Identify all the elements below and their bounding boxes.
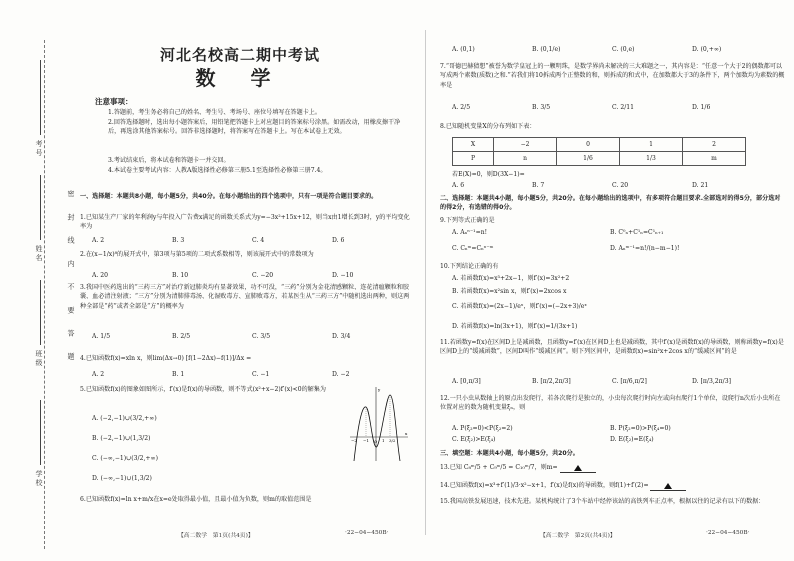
option-d[interactable]: D. (−∞,−1)∪(1,3/2) xyxy=(92,475,152,482)
option-d[interactable]: D. −2 xyxy=(332,371,350,378)
footer-code-2: ·22−04−450B· xyxy=(706,530,750,536)
option-b[interactable]: B. 3 xyxy=(172,237,185,244)
question-4-stem: 4.已知函数f(x)=xln x，则lim(Δx→0) [f(1−2Δx)−f(1)]/Δx = xyxy=(80,355,252,362)
option-c[interactable]: C. 4 xyxy=(252,237,265,244)
binding-margin xyxy=(0,0,75,561)
option-a[interactable]: A. 2 xyxy=(92,237,105,244)
option-b[interactable]: B. (0,1/e) xyxy=(532,46,561,53)
option-b[interactable]: B. 2/5 xyxy=(172,333,191,340)
section2-heading: 二、选择题：本题共4小题，每小题5分，共20分。在每小题给出的选项中，有多项符合题目要求.全部选对的得5分，部分选对的得2分，有选错的得0分。 xyxy=(440,195,781,212)
graph-label-neg1: −1 xyxy=(363,438,369,443)
option-c[interactable]: C. −1 xyxy=(252,371,270,378)
notice-heading: 注意事项： xyxy=(95,97,133,106)
question-6-stem: 6.已知函数f(x)=ln x+m/x在x=e处取得最小值，且最小值为负数，则m的取值范围是 xyxy=(80,496,312,503)
graph-label-o: O xyxy=(374,439,378,444)
school-label: 学校 xyxy=(35,470,43,488)
option-b[interactable]: B. C⁰ₙ+C¹ₙ=C¹ₙ₊₁ xyxy=(610,229,664,236)
option-d[interactable]: D. 1/6 xyxy=(692,104,711,111)
graph-label-neg2: −2 xyxy=(351,438,357,443)
exam-no-label: 考号 xyxy=(35,140,43,158)
question-14-text: 14.已知函数f(x)=x³+f′(1)/3·x²−x+1，f′(x)是f(x)的导函数，则f(1)+f′(2)= xyxy=(440,482,649,489)
table-cell: 1/3 xyxy=(620,152,683,166)
question-7-stem: 7.“哥德巴赫猜想”被誉为数学皇冠上的一颗明珠，是数学界尚未解决的三大难题之一，其内容是：“任意一个大于2的偶数都可以写成两个素数(质数)之和.”若我们将10拆成两个正整数的和，则拆成的和式中，在加数都大于3的条件下，两个加数均为素数的概率是 xyxy=(440,63,785,89)
option-a[interactable]: A. (−2,−1)∪(3/2,+∞) xyxy=(92,415,157,422)
column-divider xyxy=(425,30,426,535)
answer-blank[interactable] xyxy=(560,463,596,473)
option-a[interactable]: A. 6 xyxy=(452,182,465,189)
option-d[interactable]: D. −10 xyxy=(332,272,354,279)
option-b[interactable]: B. 7 xyxy=(532,182,545,189)
function-graph xyxy=(348,385,410,463)
question-8-tail: 若E(X)=0，则D(3X−1)= xyxy=(452,171,525,178)
section3-heading: 三、填空题：本题共4小题，每小题5分，共20分。 xyxy=(440,450,579,457)
table-cell: −2 xyxy=(494,138,557,152)
option-a[interactable]: A. 2 xyxy=(92,371,105,378)
footer-page-2: 【高二数学 第2页(共4页)】 xyxy=(540,533,616,539)
curve xyxy=(354,395,400,461)
option-d[interactable]: D. 21 xyxy=(692,182,709,189)
question-3-stem: 3.我国中医药选出的“三药三方”对治疗新冠肺炎均有显著效果，功不可没，“三药”分别为金花清感颗粒、连花清瘟颗粒和胶囊、血必清注射液；“三方”分别为清肺排毒汤、化湿败毒方、宣肺败毒方，若某医生从“三药三方”中随机选出两种，则这两种全部是“药”或者全部是“方”的概率为 xyxy=(80,284,410,310)
table-cell: 1 xyxy=(620,138,683,152)
notice-item: 1.答题前，考生务必将自己的姓名、考生号、考场号、座位号填写在答题卡上。 xyxy=(108,109,322,116)
option-d[interactable]: D. 若函数f(x)=ln(3x+1)，则f′(x)=1/(3x+1) xyxy=(452,323,578,330)
question-2-stem: 2.在(x−1/x)⁸的展开式中，第3项与第5项的二项式系数相等，则该展开式中的常数项为 xyxy=(80,251,314,258)
footer-page-1: 【高二数学 第1页(共4页)】 xyxy=(178,533,254,539)
answer-blank[interactable] xyxy=(650,481,686,491)
grade-field[interactable] xyxy=(40,280,41,345)
table-cell: 1/6 xyxy=(557,152,620,166)
question-13-text: 13.已知 C₈ᵐ/5 + C₉ᵐ/5 = C₁₀ᵐ/7，则m= xyxy=(440,464,558,471)
option-a[interactable]: A. 若函数f(x)=x³+2x−1，则f′(x)=3x²+2 xyxy=(452,275,570,282)
grade-label: 班级 xyxy=(35,350,43,368)
option-d[interactable]: D. 6 xyxy=(332,237,345,244)
table-cell: m xyxy=(683,152,746,166)
option-b[interactable]: B. (−2,−1)∪(1,3/2) xyxy=(92,435,151,442)
option-d[interactable]: D. 3/4 xyxy=(332,333,351,340)
table-cell: X xyxy=(453,138,494,152)
distribution-table xyxy=(452,137,746,166)
seal-line xyxy=(44,40,45,549)
question-9-stem: 9.下列等式正确的是 xyxy=(440,217,495,224)
table-cell: 0 xyxy=(557,138,620,152)
question-14 xyxy=(440,481,686,491)
question-8-stem: 8.已知随机变量X的分布列如下表： xyxy=(440,123,536,130)
table-cell: 2 xyxy=(683,138,746,152)
option-c[interactable]: C. −20 xyxy=(252,272,274,279)
option-b[interactable]: B. 10 xyxy=(172,272,189,279)
question-2-options xyxy=(92,272,412,279)
option-a[interactable]: A. Aₙⁿ⁻¹=n! xyxy=(452,229,488,236)
exam-title: 河北名校高二期中考试 xyxy=(159,46,320,64)
question-5-stem: 5.已知函数f(x)的图象如图所示，f′(x)是f(x)的导函数，则不等式(x²+x−2)f′(x)<0的解集为 xyxy=(80,386,326,393)
option-c[interactable]: C. 3/5 xyxy=(252,333,271,340)
option-c[interactable]: C. (−∞,−1)∪(3/2,+∞) xyxy=(92,455,158,462)
table-cell: P xyxy=(453,152,494,166)
graph-label-1: 1 xyxy=(382,438,385,443)
notice-item: 3.考试结束后，将本试卷和答题卡一并交回。 xyxy=(108,157,230,164)
notice-item: 2.回答选择题时，选出每小题答案后，用铅笔把答题卡上对应题目的答案标号涂黑。如需改动，用橡皮擦干净后，再选涂其他答案标号。回答非选择题时，将答案写在答题卡上。写在本试卷上无效。 xyxy=(108,119,401,136)
graph-label-x: x xyxy=(405,431,408,436)
question-12-stem: 12.一只小虫从数轴上的原点出发爬行，若各次爬行是独立的，小虫每次爬行时向左或向右爬行1个单位，设爬行n次后小虫所在位置对应的数为随机变量ξₙ，则 xyxy=(440,395,781,412)
option-c[interactable]: C. 2/11 xyxy=(612,104,635,111)
blank-triangle-icon xyxy=(574,465,582,471)
option-c[interactable]: C. 20 xyxy=(612,182,629,189)
option-b[interactable]: B. 1 xyxy=(172,371,185,378)
option-d[interactable]: D. E(ξ₂)=E(ξ₄) xyxy=(610,436,654,443)
option-d[interactable]: D. (0,+∞) xyxy=(692,46,722,53)
seal-text: 密 封 线 内 不 要 答 题 xyxy=(67,190,75,367)
option-b[interactable]: B. 3/5 xyxy=(532,104,551,111)
graph-label-3-2: 3/2 xyxy=(389,438,396,443)
question-8-options xyxy=(452,182,772,189)
option-b[interactable]: B. 若函数f(x)=x²sin x，则f′(x)=2xcos x xyxy=(452,288,567,295)
option-a[interactable]: A. 1/5 xyxy=(92,333,111,340)
table-row xyxy=(453,138,746,152)
school-field[interactable] xyxy=(40,400,41,465)
option-a[interactable]: A. 20 xyxy=(92,272,109,279)
option-a[interactable]: A. 2/5 xyxy=(452,104,471,111)
name-field[interactable] xyxy=(40,175,41,240)
question-1-options xyxy=(92,237,412,244)
name-label: 姓名 xyxy=(35,245,43,263)
blank-triangle-icon xyxy=(664,483,672,489)
option-b[interactable]: B. [π/2,2π/3] xyxy=(532,378,571,385)
question-15-stem: 15.我国高铁发展迅速，技术先进。某机构统计了3个车站中经停该站的高铁列车正点率，根据以往的记录有以下的数据： xyxy=(440,498,765,505)
option-b[interactable]: B. P(ξ₂=0)>P(ξ₄=0) xyxy=(610,425,671,432)
question-1-stem: 1.已知某生产厂家的年利润y与年投入广告费x满足的函数关系式为y=−3x²+15x+12，则当x由1增长到3时，y的平均变化率为 xyxy=(80,214,410,231)
question-3-options xyxy=(92,333,412,340)
option-c[interactable]: C. E(ξ₂)>E(ξ₄) xyxy=(452,436,496,443)
option-c[interactable]: C. (0,e) xyxy=(612,46,635,53)
question-4-options xyxy=(92,371,412,378)
exam-no-field[interactable] xyxy=(40,60,41,135)
question-11-options xyxy=(452,378,772,385)
subject-title: 数 学 xyxy=(195,66,285,90)
option-c[interactable]: C. Cₙᵐ=Cₙⁿ⁻ᵐ xyxy=(452,245,494,252)
option-a[interactable]: A. [0,π/3] xyxy=(452,378,481,385)
table-row xyxy=(453,152,746,166)
question-6-options xyxy=(452,46,772,53)
footer-code-1: ·22−04−450B· xyxy=(345,530,389,536)
question-13 xyxy=(440,463,596,473)
table-cell: n xyxy=(494,152,557,166)
section1-heading: 一、选择题：本题共8小题，每小题5分，共40分。在每小题给出的四个选项中，只有一项是符合题目要求的。 xyxy=(80,193,378,200)
option-d[interactable]: D. [π/3,2π/3] xyxy=(692,378,731,385)
option-c[interactable]: C. 若函数f(x)=(2x−1)/eˣ，则f′(x)=(−2x+3)/eˣ xyxy=(452,303,587,310)
question-11-stem: 11.若函数y=f(x)在区间D上是减函数，且函数y=f′(x)在区间D上也是减函数，其中f′(x)是函数f(x)的导函数，则称函数y=f(x)是区间D上的“缓减函数”，区间D叫作“缓减区间”。则下列区间中，是函数f(x)=sin²x+2cos x的“缓减区间”的是 xyxy=(440,339,784,356)
option-d[interactable]: D. Aₙᵐ⁻¹=n!/(n−m−1)! xyxy=(610,245,680,252)
notice-item: 4.本试卷主要考试内容：人教A版选择性必修第三册5.1至选择性必修第三册7.4。 xyxy=(108,167,327,174)
option-a[interactable]: A. (0,1) xyxy=(452,46,475,53)
option-c[interactable]: C. [π/6,π/2] xyxy=(612,378,647,385)
option-a[interactable]: A. P(ξ₂=0)<P(ξ₂=2) xyxy=(452,425,513,432)
question-10-stem: 10.下列结论正确的有 xyxy=(440,263,499,270)
graph-label-y: y xyxy=(378,387,381,392)
question-7-options xyxy=(452,104,772,111)
